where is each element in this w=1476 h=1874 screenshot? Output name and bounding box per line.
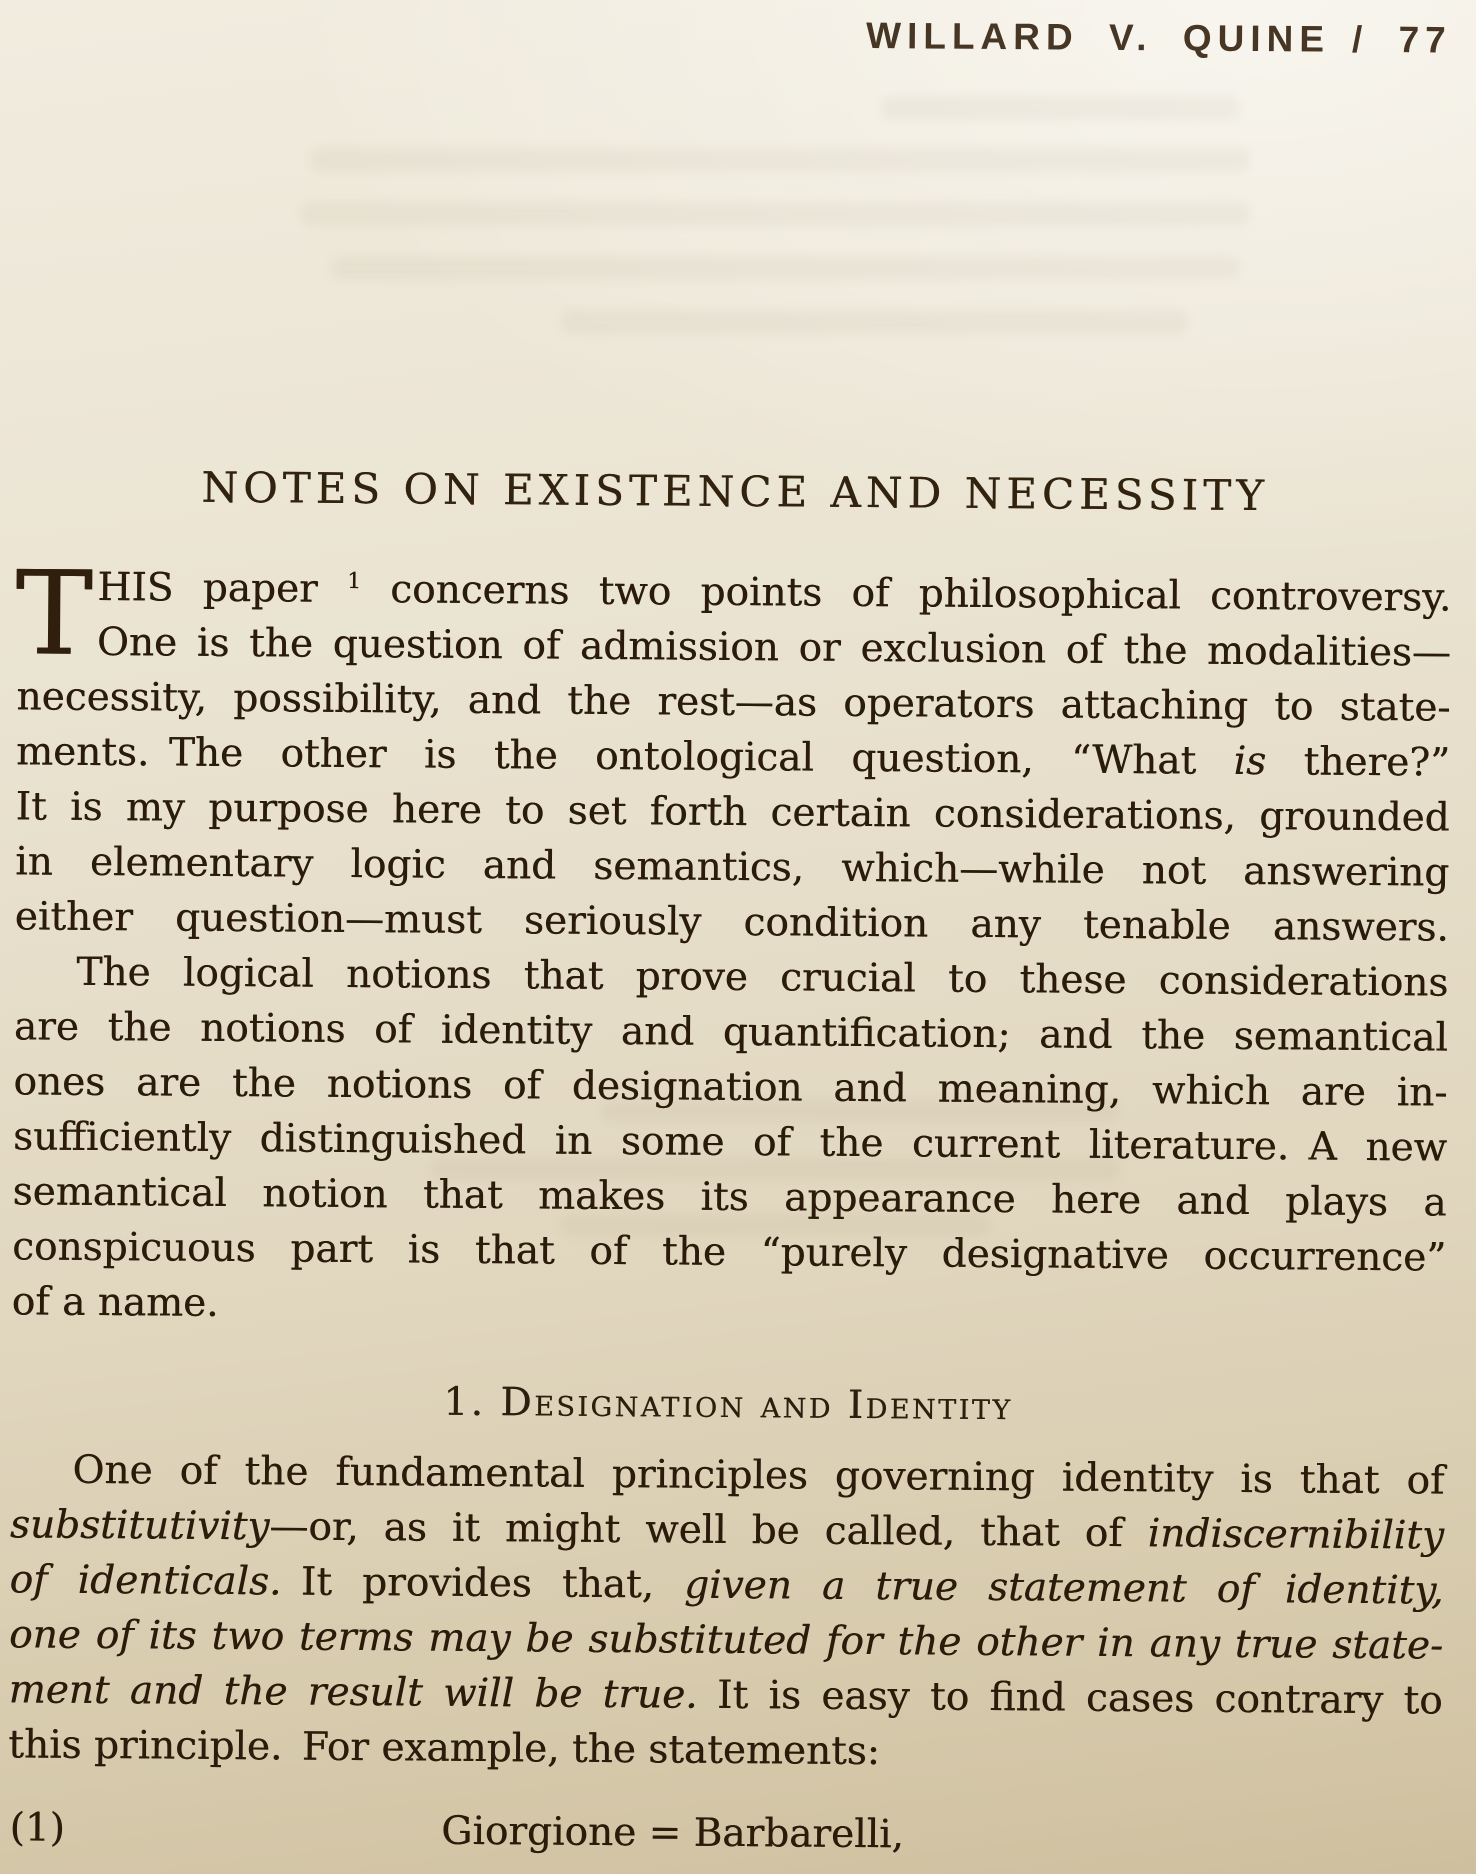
- page-content: [7, 0, 1456, 1867]
- text-segment: indiscernibility: [1147, 1511, 1445, 1559]
- text-segment: One of the fundamental principles governing identity is that of: [72, 1447, 1445, 1504]
- text-segment: substitutivity: [9, 1502, 270, 1550]
- numbered-display: [7, 1800, 1441, 1866]
- text-line: [12, 1274, 1446, 1340]
- display-number: (1): [9, 1805, 66, 1851]
- text-segment: One is the question of admission or exclusion of the modalities—: [96, 619, 1452, 676]
- display-formula: Giorgione = Barbarelli,: [441, 1808, 905, 1858]
- running-head-page-number: / 77: [1351, 18, 1452, 61]
- text-block: [7, 546, 1452, 1866]
- text-segment: conspicuous part is that of the “purely designative occurrence”: [12, 1224, 1447, 1281]
- text-segment: of identicals.: [9, 1557, 282, 1605]
- text-segment: It provides that,: [281, 1559, 685, 1608]
- running-head-author: WILLARD V. QUINE: [865, 15, 1331, 60]
- text-segment: semantical notion that makes its appearance here and plays a: [12, 1169, 1447, 1226]
- text-line: [12, 1219, 1446, 1285]
- text-segment: this principle. For example, the statements:: [8, 1722, 881, 1775]
- text-segment: given a true statement of identity,: [683, 1562, 1444, 1614]
- text-segment: HIS paper: [97, 564, 348, 612]
- text-segment: sufficiently distinguished in some of the current literature. A new: [12, 1114, 1448, 1171]
- text-segment: ments. The other is the ontological question, “What: [15, 729, 1234, 784]
- text-segment: are the notions of identity and quantification; and the semantical: [13, 1004, 1449, 1061]
- text-segment: ones are the notions of designation and meaning, which are in-: [13, 1059, 1448, 1116]
- text-segment: It is easy to find cases contrary to: [697, 1672, 1443, 1724]
- text-segment: ment and the result will be true.: [8, 1667, 698, 1718]
- footnote-marker: 1: [346, 568, 362, 595]
- text-segment: is: [1233, 738, 1267, 785]
- paragraph: [8, 1442, 1445, 1783]
- text-segment: either question—must seriously condition any tenable answers.: [14, 894, 1449, 951]
- section-heading: 1. Designation and Identity: [443, 1379, 1013, 1430]
- text-segment: one of its two terms may be substituted for the other in any true state-: [8, 1612, 1444, 1669]
- paragraph: [14, 546, 1452, 955]
- text-segment: It is my purpose here to set forth certain considerations, grounded: [15, 784, 1450, 841]
- text-segment: The logical notions that prove crucial to these considerations: [76, 949, 1449, 1006]
- text-segment: necessity, possibility, and the rest—as operators attaching to state-: [16, 674, 1451, 731]
- text-segment: —or, as it might well be called, that of: [269, 1504, 1148, 1557]
- paragraph: [12, 944, 1449, 1340]
- article-title: NOTES ON EXISTENCE AND NECESSITY: [201, 462, 1270, 521]
- text-segment: there?”: [1265, 739, 1451, 786]
- text-line: [8, 1717, 1442, 1783]
- running-head: [22, 8, 1456, 67]
- text-segment: in elementary logic and semantics, which—while not answering: [15, 839, 1450, 896]
- text-segment: concerns two points of philosophical controversy.: [360, 567, 1452, 621]
- drop-cap: T: [14, 546, 94, 682]
- text-segment: of a name.: [11, 1279, 219, 1326]
